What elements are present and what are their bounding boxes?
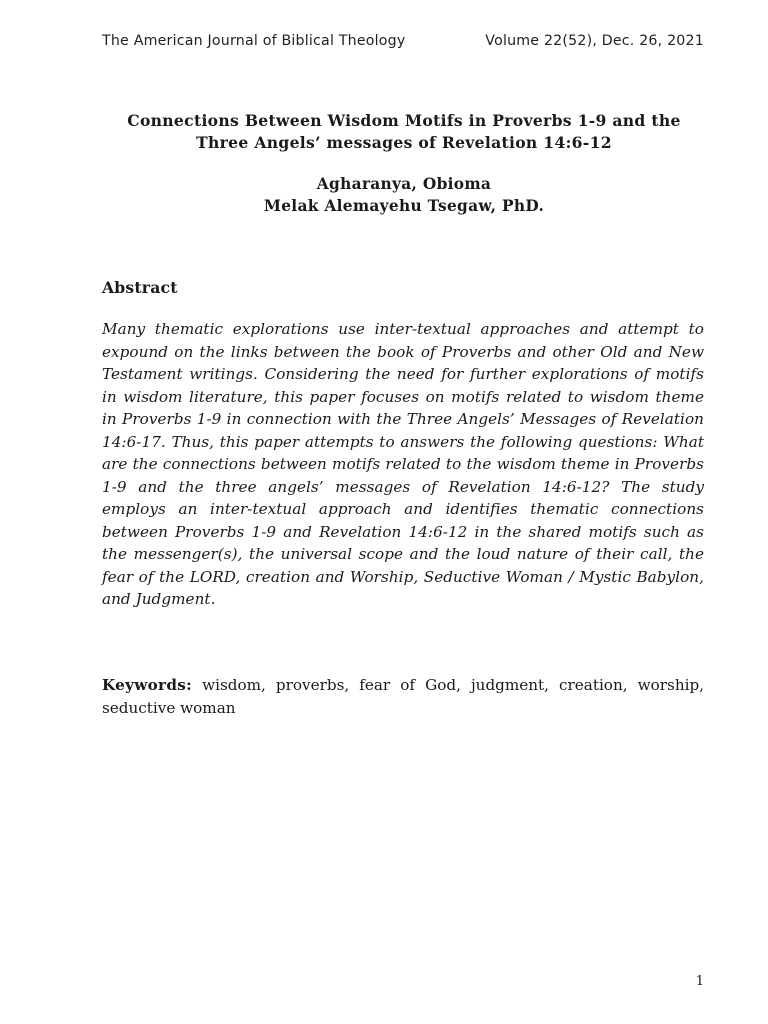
page-number: 1 — [695, 974, 704, 989]
abstract-body: Many thematic explorations use inter-textual approaches and attempt to expound on the links between the book of Proverbs and other Old and New Testament writings. Considering the need for further explorations of motifs in wisdom literature, this paper focuses on motifs related to wisdom theme in Proverbs 1-9 in connection with the Three Angels’ Messages of Revelation 14:6-17. Thus, this paper attempts to answers the following questions: What are the connections between motifs related to the wisdom theme in Proverbs 1-9 and the three angels’ messages of Revelation 14:6-12? The study employs an inter-textual approach and identifies thematic connections between Proverbs 1-9 and Revelation 14:6-12 in the shared motifs such as the messenger(s), the universal scope and the loud nature of their call, the fear of the LORD, creation and Worship, Seductive Woman / Mystic Babylon, and Judgment. — [102, 320, 704, 608]
author-name: Melak Alemayehu Tsegaw, PhD. — [263, 197, 545, 215]
journal-name: The American Journal of Biblical Theology — [102, 33, 406, 49]
paper-title — [60, 110, 748, 154]
running-header — [102, 33, 704, 49]
author-list — [60, 173, 748, 217]
author-name: Agharanya, Obioma — [316, 175, 492, 193]
abstract-heading: Abstract — [102, 278, 178, 297]
paper-title-line-2: Three Angels’ messages of Revelation 14:6-12 — [196, 133, 612, 152]
keywords-text: wisdom, proverbs, fear of God, judgment, creation, worship, seductive woman — [102, 676, 705, 717]
paper-title-line-1: Connections Between Wisdom Motifs in Proverbs 1-9 and the — [127, 111, 681, 130]
keywords-label: Keywords: — [102, 676, 193, 694]
volume-info: Volume 22(52), Dec. 26, 2021 — [485, 33, 704, 49]
keywords-section — [102, 674, 704, 719]
